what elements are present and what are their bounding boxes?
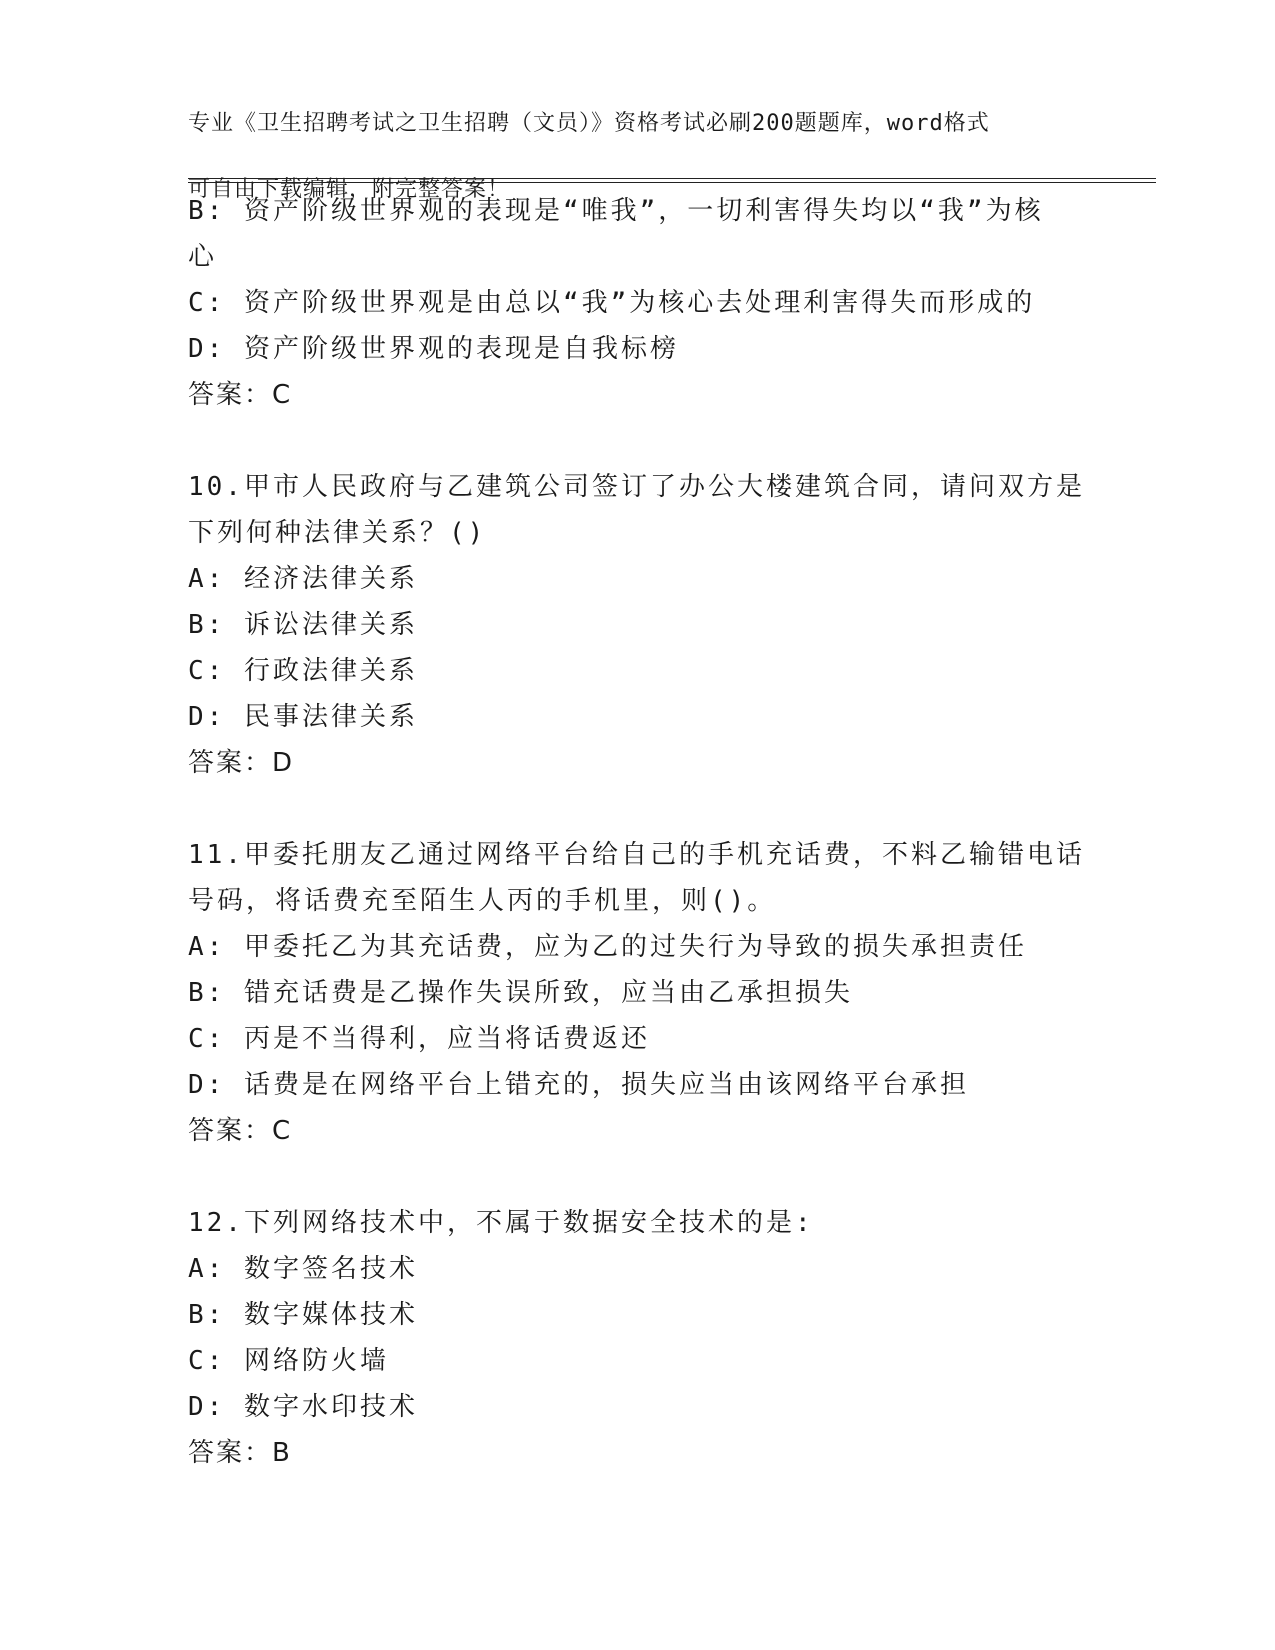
question-stem: 12.下列网络技术中，不属于数据安全技术的是: — [188, 1208, 814, 1238]
question-stem-continued: 下列何种法律关系？() — [188, 518, 487, 548]
option-b: B: 诉讼法律关系 — [188, 610, 418, 640]
option-c: C: 网络防火墙 — [188, 1346, 389, 1376]
option-d: D: 民事法律关系 — [188, 702, 418, 732]
answer-line: 答案：C — [188, 380, 293, 410]
option-a: A: 数字签名技术 — [188, 1254, 418, 1284]
option-b-continued: 心 — [188, 242, 218, 272]
question-stem: 10.甲市人民政府与乙建筑公司签订了办公大楼建筑合同，请问双方是 — [188, 472, 1085, 502]
header-double-rule — [188, 178, 1156, 183]
spacer — [188, 1154, 1088, 1200]
option-b: B: 资产阶级世界观的表现是“唯我”，一切利害得失均以“我”为核 — [188, 196, 1044, 226]
option-d: D: 资产阶级世界观的表现是自我标榜 — [188, 334, 679, 364]
option-b: B: 错充话费是乙操作失误所致，应当由乙承担损失 — [188, 978, 853, 1008]
answer-line: 答案：D — [188, 748, 295, 778]
option-d: D: 话费是在网络平台上错充的，损失应当由该网络平台承担 — [188, 1070, 969, 1100]
header-title-line-1: 专业《卫生招聘考试之卫生招聘（文员）》资格考试必刷200题题库，word格式 — [188, 111, 990, 136]
document-body — [188, 188, 1088, 1476]
question-11 — [188, 832, 1088, 1154]
question-12 — [188, 1200, 1088, 1476]
option-c: C: 资产阶级世界观是由总以“我”为核心去处理利害得失而形成的 — [188, 288, 1036, 318]
option-c: C: 丙是不当得利，应当将话费返还 — [188, 1024, 650, 1054]
option-a: A: 经济法律关系 — [188, 564, 418, 594]
option-b: B: 数字媒体技术 — [188, 1300, 418, 1330]
option-c: C: 行政法律关系 — [188, 656, 418, 686]
question-stem: 11.甲委托朋友乙通过网络平台给自己的手机充话费，不料乙输错电话 — [188, 840, 1085, 870]
spacer — [188, 786, 1088, 832]
answer-line: 答案：B — [188, 1438, 292, 1468]
spacer — [188, 418, 1088, 464]
header-title-line-2: 可自由下载编辑，附完整答案！ — [188, 177, 511, 202]
option-a: A: 甲委托乙为其充话费，应为乙的过失行为导致的损失承担责任 — [188, 932, 1027, 962]
question-stem-continued: 号码，将话费充至陌生人丙的手机里，则()。 — [188, 886, 777, 916]
question-10 — [188, 464, 1088, 786]
question-9-continued — [188, 188, 1088, 418]
answer-line: 答案：C — [188, 1116, 293, 1146]
option-d: D: 数字水印技术 — [188, 1392, 418, 1422]
